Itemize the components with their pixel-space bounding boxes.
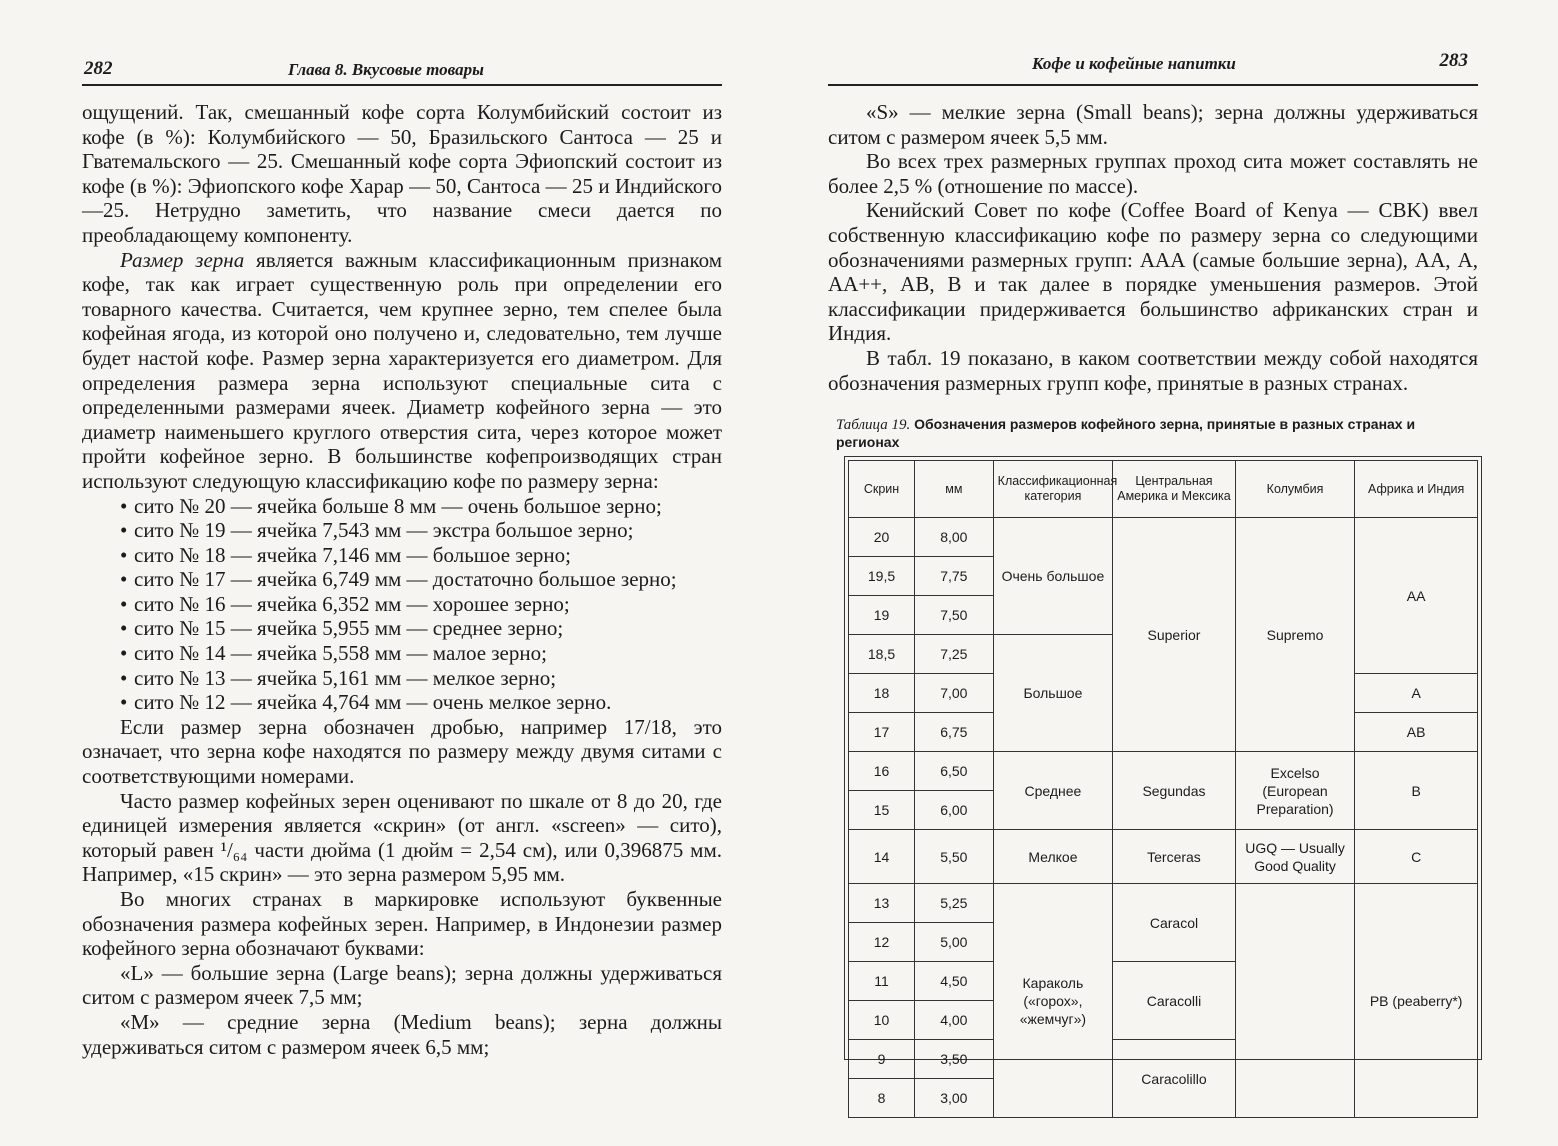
africa-india-cell: AA xyxy=(1355,518,1478,674)
screen-cell: 19,5 xyxy=(849,557,915,596)
sieve-list xyxy=(82,494,722,715)
category-cell: Мелкое xyxy=(993,830,1113,884)
paragraph-text: является важным классификационным признаком кофе, так как играет существенную роль при определении его товарного качества. Считается, чем крупнее зерно, тем спелее была кофейная ягода, из которой оно получено и, следовательно, тем лучше будет настой кофе. Размер зерна характеризуется его диаметром. Для определения размера зерна используют специальные сита с определенными размерами ячеек. Диаметр кофейного зерна — это диаметр наименьшего круглого отверстия сита, через которое может пройти кофейное зерно. В большинстве кофепроизводящих стран используют следующую классификацию кофе по размеру зерна: xyxy=(82,247,722,493)
mm-cell: 4,50 xyxy=(915,962,994,1001)
right-running-head: Кофе и кофейные напитки xyxy=(1032,54,1236,73)
category-cell: Караколь («горох», «жемчуг») xyxy=(993,884,1113,1118)
mm-cell: 6,50 xyxy=(915,752,994,791)
column-header: Центральная Америка и Мексика xyxy=(1113,461,1236,518)
column-header: Классификационная категория xyxy=(993,461,1113,518)
paragraph: Во многих странах в маркировке используют буквенные обозначения размера кофейных зерен. Например, в Индонезии размер кофейного зерна обозначают буквами: xyxy=(82,887,722,961)
table-row xyxy=(849,518,1478,557)
table-caption xyxy=(836,416,1456,451)
colombia-cell: Excelso (European Preparation) xyxy=(1235,752,1355,830)
term-grain-size: Размер зерна xyxy=(120,247,245,272)
screen-cell: 14 xyxy=(849,830,915,884)
paragraph: ощущений. Так, смешанный кофе сорта Колумбийский состоит из кофе (в %): Колумбийского — 50, Бразильского Сантоса — 25 и Гватемальского — 25. Смешанный кофе сорта Эфиопский состоит из кофе (в %): Эфиопского кофе Харар — 50, Сантоса — 25 и Индийского —25. Нетрудно заметить, что название смеси дается по преобладающему компоненту. xyxy=(82,100,722,247)
mm-cell: 7,00 xyxy=(915,674,994,713)
mm-cell: 7,50 xyxy=(915,596,994,635)
list-item: • сито № 17 — ячейка 6,749 мм — достаточно большое зерно; xyxy=(120,567,722,592)
right-page-number: 283 xyxy=(1439,50,1468,71)
right-page-header xyxy=(828,48,1478,86)
column-header: Скрин xyxy=(849,461,915,518)
mm-cell: 5,50 xyxy=(915,830,994,884)
paragraph: Во всех трех размерных группах проход сита может составлять не более 2,5 % (отношение по массе). xyxy=(828,149,1478,198)
table-header-row xyxy=(849,461,1478,518)
table-row xyxy=(849,830,1478,884)
screen-cell: 16 xyxy=(849,752,915,791)
column-header: Африка и Индия xyxy=(1355,461,1478,518)
table-row xyxy=(849,884,1478,923)
mm-cell: 6,00 xyxy=(915,791,994,830)
category-cell: Очень большое xyxy=(993,518,1113,635)
list-item: • сито № 18 — ячейка 7,146 мм — большое зерно; xyxy=(120,543,722,568)
screen-cell: 10 xyxy=(849,1001,915,1040)
paragraph: Кенийский Совет по кофе (Coffee Board of Kenya — CBK) ввел собственную классификацию кофе по размеру зерна со следующими обозначениями размерных групп: ААА (самые большие зерна), АА, А, АА++, АВ, В и так далее в порядке уменьшения размеров. Этой классификации придерживается большинство африканских стран и Индия. xyxy=(828,198,1478,346)
paragraph: «S» — мелкие зерна (Small beans); зерна должны удерживаться ситом с размером ячеек 5,5 мм. xyxy=(828,100,1478,149)
paragraph: Часто размер кофейных зерен оценивают по шкале от 8 до 20, где единицей измерения является «скрин» (от англ. «screen» — сито), который равен ¹/₆₄ части дюйма (1 дюйм = 2,54 см), или 0,396875 мм. Например, «15 скрин» — это зерна размером 5,95 мм. xyxy=(82,788,722,887)
africa-india-cell: PB (peaberry*) xyxy=(1355,884,1478,1118)
category-cell: Среднее xyxy=(993,752,1113,830)
screen-cell: 20 xyxy=(849,518,915,557)
screen-cell: 17 xyxy=(849,713,915,752)
screen-cell: 12 xyxy=(849,923,915,962)
central-america-cell: Caracolli xyxy=(1113,962,1236,1040)
list-item: • сито № 15 — ячейка 5,955 мм — среднее зерно; xyxy=(120,616,722,641)
mm-cell: 6,75 xyxy=(915,713,994,752)
paragraph: «М» — средние зерна (Medium beans); зерна должны удерживаться ситом с размером ячеек 6,5 мм; xyxy=(82,1009,722,1059)
mm-cell: 3,50 xyxy=(915,1040,994,1079)
screen-cell: 18,5 xyxy=(849,635,915,674)
mm-cell: 5,25 xyxy=(915,884,994,923)
screen-cell: 13 xyxy=(849,884,915,923)
table-frame xyxy=(844,456,1482,1106)
list-item: • сито № 12 — ячейка 4,764 мм — очень мелкое зерно. xyxy=(120,690,722,715)
left-page-header xyxy=(82,48,722,86)
table-label: Таблица 19. xyxy=(836,417,911,433)
paragraph xyxy=(82,248,722,494)
central-america-cell: Caracolillo xyxy=(1113,1040,1236,1118)
colombia-cell xyxy=(1235,884,1355,1118)
central-america-cell: Caracol xyxy=(1113,884,1236,962)
africa-india-cell: B xyxy=(1355,752,1478,830)
africa-india-cell: A xyxy=(1355,674,1478,713)
left-running-head: Глава 8. Вкусовые товары xyxy=(288,60,484,79)
screen-cell: 8 xyxy=(849,1079,915,1118)
colombia-cell: Supremo xyxy=(1235,518,1355,752)
mm-cell: 7,75 xyxy=(915,557,994,596)
central-america-cell: Segundas xyxy=(1113,752,1236,830)
africa-india-cell: C xyxy=(1355,830,1478,884)
screen-cell: 9 xyxy=(849,1040,915,1079)
paragraph: Если размер зерна обозначен дробью, например 17/18, это означает, что зерна кофе находятся по размеру между двумя ситами с соответствующими номерами. xyxy=(82,714,722,789)
paragraph: «L» — большие зерна (Large beans); зерна должны удерживаться ситом с размером ячеек 7,5 мм; xyxy=(82,960,722,1010)
list-item: • сито № 19 — ячейка 7,543 мм — экстра большое зерно; xyxy=(120,518,722,543)
mm-cell: 5,00 xyxy=(915,923,994,962)
left-page-body xyxy=(82,100,722,1059)
list-item: • сито № 16 — ячейка 6,352 мм — хорошее зерно; xyxy=(120,592,722,617)
screen-cell: 18 xyxy=(849,674,915,713)
table-title: Обозначения размеров кофейного зерна, принятые в разных странах и регионах xyxy=(836,416,1416,450)
africa-india-cell: AB xyxy=(1355,713,1478,752)
list-item: • сито № 20 — ячейка больше 8 мм — очень большое зерно; xyxy=(120,494,722,519)
mm-cell: 7,25 xyxy=(915,635,994,674)
mm-cell: 8,00 xyxy=(915,518,994,557)
mm-cell: 4,00 xyxy=(915,1001,994,1040)
list-item: • сито № 13 — ячейка 5,161 мм — мелкое зерно; xyxy=(120,666,722,691)
central-america-cell: Terceras xyxy=(1113,830,1236,884)
right-page-body xyxy=(828,100,1478,395)
paragraph: В табл. 19 показано, в каком соответствии между собой находятся обозначения размерных групп кофе, принятые в разных странах. xyxy=(828,345,1478,395)
screen-cell: 11 xyxy=(849,962,915,1001)
column-header: Колумбия xyxy=(1235,461,1355,518)
mm-cell: 3,00 xyxy=(915,1079,994,1118)
bean-size-table xyxy=(848,460,1478,1118)
screen-cell: 15 xyxy=(849,791,915,830)
screen-cell: 19 xyxy=(849,596,915,635)
central-america-cell: Superior xyxy=(1113,518,1236,752)
category-cell: Большое xyxy=(993,635,1113,752)
colombia-cell: UGQ — Usually Good Quality xyxy=(1235,830,1355,884)
column-header: мм xyxy=(915,461,994,518)
table-row xyxy=(849,752,1478,791)
left-page-number: 282 xyxy=(84,58,113,79)
list-item: • сито № 14 — ячейка 5,558 мм — малое зерно; xyxy=(120,641,722,666)
